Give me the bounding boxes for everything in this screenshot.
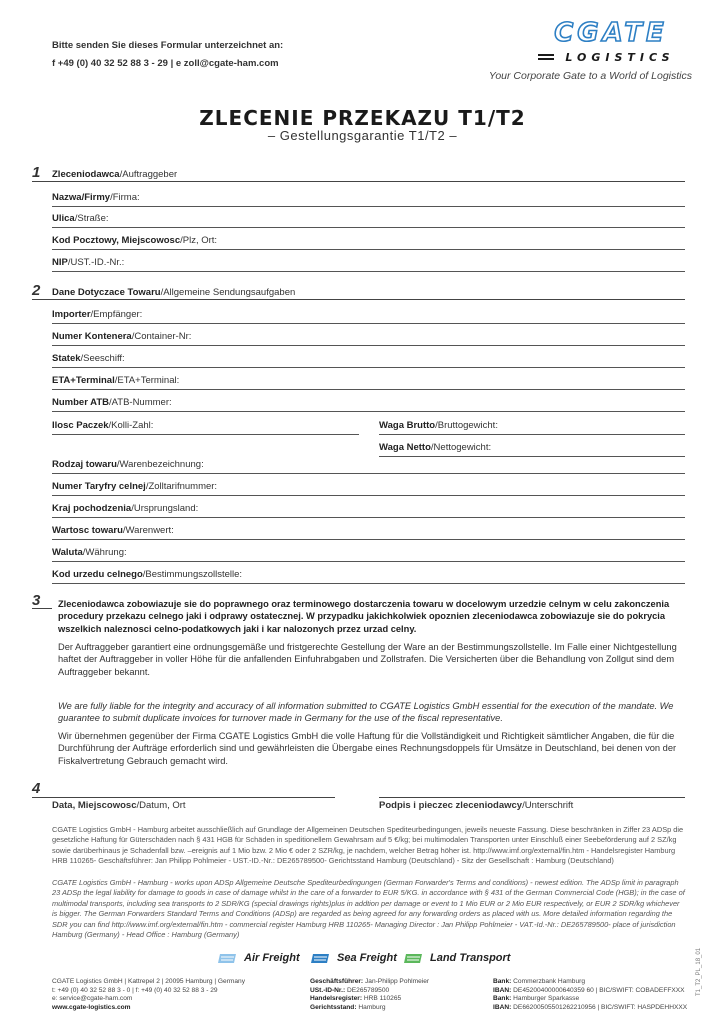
legal-text-en: CGATE Logistics GmbH - Hamburg - works upon ADSp Allgemeine Deutsche Spediteurbedingungen (German Forwarder's Terms and conditions) - newest edition. The ADSp limit in paragraph 23 ADSp the legal liability for damage to goods in case of damage whilst in the care of a forwarder to EUR 5/KG. in accordance with § 431 of the German Commercial Code (HGB); in the case of multimodal transports, including sea transports to 2 SDR/KG (special drawings rights)plus in addtion per damage or event to 1 Mio EUR or 2 Mio EUR respectively, or EUR 2 SDR/kg whichever is bigger. The German Forwarders Standard Terms and Conditions (ADSp) are regarded as being agreed for any forwarding orders as placed with us. More detailed information regarding the SDR you can find http://www.imf.org/external/fin.htm - commercial register Hamburg HRB 110265- Managing Director : Jan Philipp Pohlmeier - VAT.-Id.-Nr.: DE265789500- place of jurisdiction Hamburg (Germany) - Head Office : Hamburg (Germany) xyxy=(52,878,685,940)
section-2-number: 2 xyxy=(32,282,41,299)
legal-text-de: CGATE Logistics GmbH - Hamburg arbeitet ausschließlich auf Grundlage der Allgemeinen Deutschen Spediteurbedingungen, jeweils neueste Fassung. Diese beschränken in Ziffer 23 ADSp die gesetzliche Haftung für Güterschäden nach § 431 HGB für Schäden in speditionellem Gewahrsam auf 5 €/kg; bei multimodalen Transporten unter Einschluß einer Seebeförderung auf 2 SZ/kg sowie darüberhinaus je Schadenfall bzw. –ereignis auf 1 Mio bzw. 2 Mio € oder 2 SZR/kg, je nachdem, welcher Betrag höher ist. http://www.imf.org/external/fin.htm - Handelsregister Hamburg HRB 110265- Geschäftsführer: Jan Philipp Pohlmeier - UST.-ID.-Nr.: DE265789500- Gerichtsstand Hamburg (Deutschland) - Sitz der Gesellschaft : Hamburg (Deutschland) xyxy=(52,825,684,866)
date-signature-line xyxy=(32,797,335,798)
eta-terminal-field[interactable]: ETA+Terminal/ETA+Terminal: xyxy=(52,374,685,390)
atb-number-field[interactable]: Number ATB/ATB-Nummer: xyxy=(52,396,685,412)
net-weight-field[interactable]: Waga Netto/Nettogewicht: xyxy=(379,441,685,457)
street-field[interactable]: Ulica/Straße: xyxy=(52,212,685,228)
package-count-field[interactable]: Ilosc Paczek/Kolli-Zahl: xyxy=(52,419,359,435)
section-4-number: 4 xyxy=(32,780,41,797)
logo-bottom-text: LOGISTICS xyxy=(565,51,675,64)
page-title: ZLECENIE PRZEKAZU T1/T2 xyxy=(199,106,526,130)
country-of-origin-field[interactable]: Kraj pochodzenia/Ursprungsland: xyxy=(52,502,685,518)
footer-registration: Geschäftsführer: Jan-Philipp Pohlmeier USt.-ID-Nr.: DE265789500 Handelsregister: HRB 110265 Gerichtsstand: Hamburg xyxy=(310,978,430,1011)
section-3-number: 3 xyxy=(32,592,41,609)
liability-text-de: Wir übernehmen gegenüber der Firma CGATE Logistics GmbH die volle Haftung für die Vollständigkeit und Richtigkeit sämtlicher Angaben, die für die Durchführung der Aufträge erforderlich sind und gewährleisten die Übergabe eines Rechnungsdoppels für Umsätze in Deutschland, bei denen von der Fiskalvertretung Gebrauch gemacht wird. xyxy=(58,731,677,766)
send-instruction: Bitte senden Sie dieses Formular unterzeichnet an: xyxy=(52,40,284,51)
liability-text-en: We are fully liable for the integrity and accuracy of all information submitted to CGATE Logistics GmbH essential for the execution of the mandate. We guarantee to submit duplicate invoices for turnover made in Germany for the use of the fiscal representative. xyxy=(58,701,674,724)
sea-freight-icon xyxy=(311,953,331,964)
goods-value-field[interactable]: Wartosc towaru/Warenwert: xyxy=(52,524,685,540)
signature-line xyxy=(379,797,685,798)
sea-freight: Sea Freight xyxy=(311,951,397,965)
air-freight: Air Freight xyxy=(218,951,300,965)
land-transport: Land Transport xyxy=(404,951,510,965)
footer-company: CGATE Logistics GmbH | Kattrepel 2 | 20095 Hamburg | Germany t: +49 (0) 40 32 52 88 3 - 0 | f: +49 (0) 40 32 52 88 3 - 29 e: service@cgate-ham.com www.cgate-logistics.com xyxy=(52,978,246,1011)
section-3-marker xyxy=(32,608,52,609)
principal-heading: Zleceniodawca/Auftraggeber xyxy=(52,169,178,180)
container-number-field[interactable]: Numer Kontenera/Container-Nr: xyxy=(52,330,685,346)
guarantee-text-pl: Zleceniodawca zobowiazuje sie do poprawnego oraz terminowego dostarczenia towaru w docelowym urzedzie celnym w celu zakonczenia procedury przekazu celnego jaki i odprawy ostatecznej. W przypadku jakichkolwiek opoznien zleceniodawca zobowiazuje sie do pokrycia wszelkich naleznosci celno-podatkowych jaki i kar nalozonych przez urzad celny. xyxy=(58,599,670,634)
logo-top-text: CGATE xyxy=(554,18,668,48)
cgate-logo xyxy=(532,17,690,65)
importer-field[interactable]: Importer/Empfänger: xyxy=(52,308,685,324)
company-name-field[interactable]: Nazwa/Firmy/Firma: xyxy=(52,191,685,207)
guarantee-text-de: Der Auftraggeber garantiert eine ordnungsgemäße und fristgerechte Gestellung der Ware an der Bestimmungszollstelle. Im Falle einer Nichtgestellung haftet der Auftraggeber in voller Höhe für die anfallenden Einfuhrabgaben und Zollstrafen. Die Versicherten über die Behandlung von Zollgut sind dem Auftraggeber bekannt. xyxy=(58,642,677,677)
tariff-number-field[interactable]: Numer Taryfry celnej/Zolltarifnummer: xyxy=(52,480,685,496)
date-place-label[interactable]: Data, Miejscowosc/Datum, Ort xyxy=(52,800,186,811)
shipment-heading: Dane Dotyczace Towaru/Allgemeine Sendungsaufgaben xyxy=(52,287,296,298)
land-transport-icon xyxy=(404,953,424,964)
postal-city-field[interactable]: Kod Pocztowy, Miejscowosc/Plz, Ort: xyxy=(52,234,685,250)
goods-description-field[interactable]: Rodzaj towaru/Warenbezeichnung: xyxy=(52,458,685,474)
customs-office-field[interactable]: Kod urzedu celnego/Bestimmungszollstelle: xyxy=(52,568,685,584)
signature-label[interactable]: Podpis i pieczec zleceniodawcy/Unterschrift xyxy=(379,800,574,811)
document-code: T1_T2_PL_18_01 xyxy=(696,947,702,996)
air-freight-icon xyxy=(218,953,238,964)
vessel-field[interactable]: Statek/Seeschiff: xyxy=(52,352,685,368)
footer-bank: Bank: Commerzbank Hamburg IBAN: DE45200400000640359 60 | BIC/SWIFT: COBADEFFXXX Bank: Hamburger Sparkasse IBAN: DE66200505501262210956 | BIC/SWIFT: HASPDEHHXXX xyxy=(493,978,688,1011)
section-1-number: 1 xyxy=(32,164,41,181)
gross-weight-field[interactable]: Waga Brutto/Bruttogewicht: xyxy=(379,419,685,435)
contact-line: f +49 (0) 40 32 52 88 3 - 29 | e zoll@cgate-ham.com xyxy=(52,58,279,69)
currency-field[interactable]: Waluta/Währung: xyxy=(52,546,685,562)
vat-id-field[interactable]: NIP/UST.-ID.-Nr.: xyxy=(52,256,685,272)
tagline: Your Corporate Gate to a World of Logistics xyxy=(488,70,692,82)
page-subtitle: – Gestellungsgarantie T1/T2 – xyxy=(267,128,458,143)
